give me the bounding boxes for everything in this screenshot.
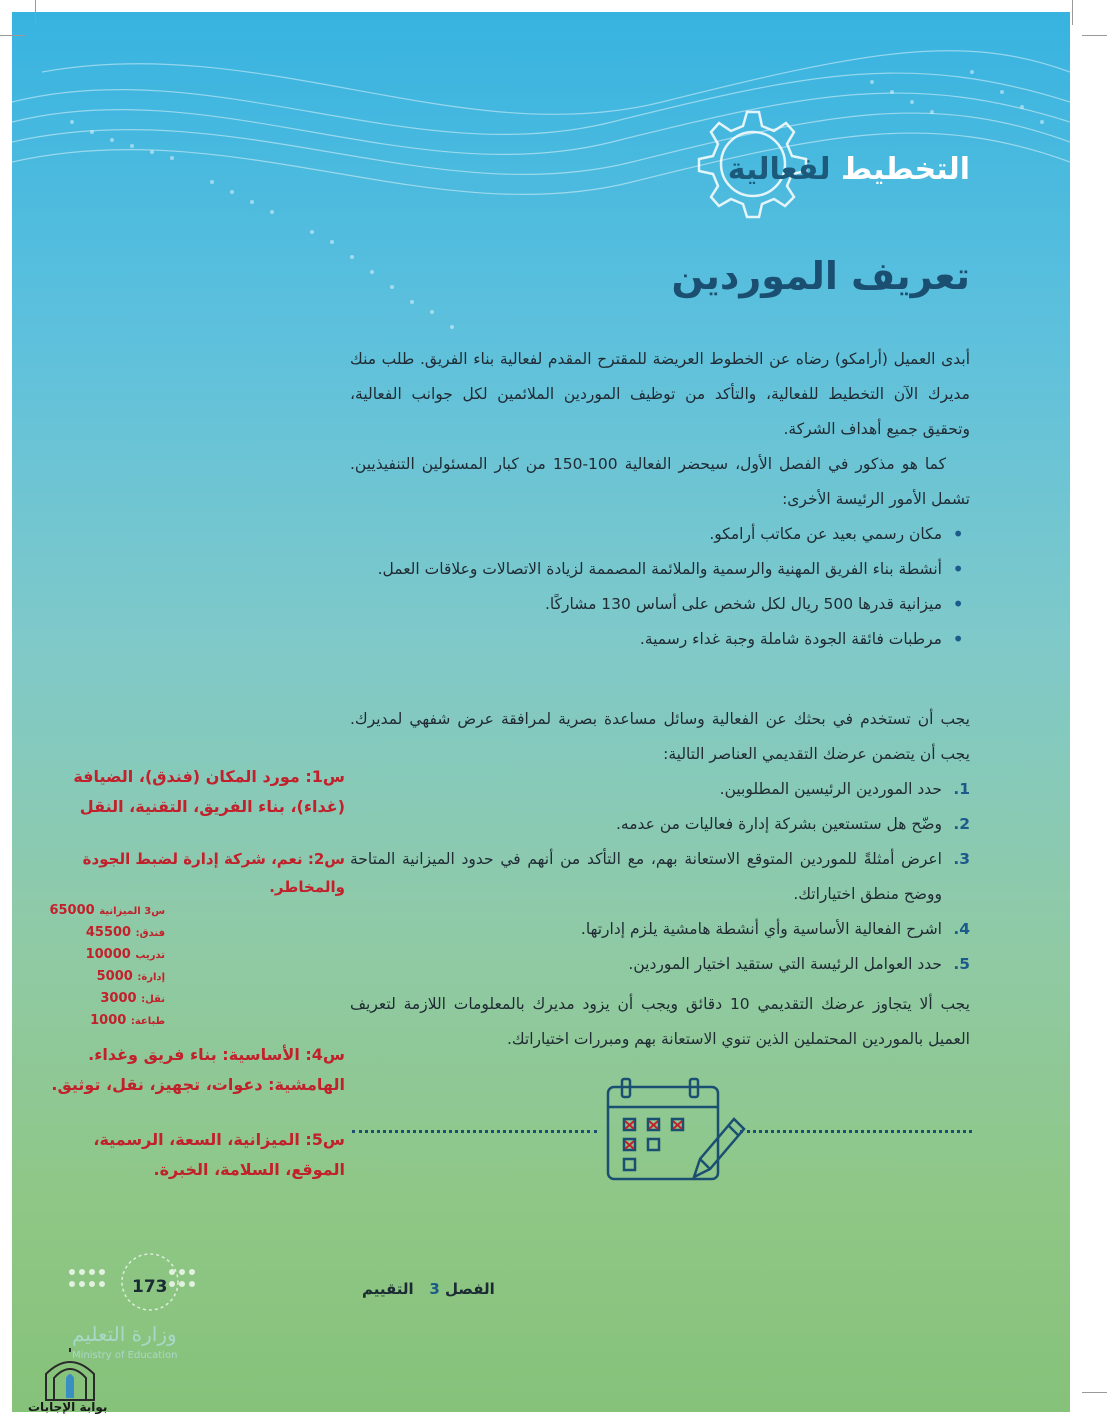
answer-line: س2: نعم، شركة إدارة لضبط الجودة	[82, 850, 345, 868]
intro-paragraph-2: كما هو مذكور في الفصل الأول، سيحضر الفعالية 100-150 من كبار المسئولين التنفيذيين. تشمل الأمور الرئيسة الأخرى:	[350, 455, 970, 508]
section-title-main: التخطيط	[840, 152, 970, 187]
list-item	[350, 912, 970, 947]
list-item	[350, 842, 970, 912]
requirements-list	[350, 517, 970, 657]
intro-block	[350, 342, 970, 657]
budget-label: طباعة:	[130, 1016, 165, 1027]
budget-row	[49, 966, 165, 988]
section-title	[728, 152, 970, 187]
answer-q4	[51, 1040, 345, 1100]
answer-line: الموقع، السلامة، الخبرة.	[153, 1160, 345, 1179]
trim-mark	[35, 0, 36, 25]
budget-value: 3000	[100, 991, 137, 1006]
chapter-label: الفصل	[445, 1280, 495, 1298]
step-text: وضّح هل ستستعين بشركة إدارة فعاليات من عدمه.	[615, 815, 942, 833]
chapter-number: 3	[429, 1280, 440, 1298]
textbook-page	[12, 12, 1070, 1412]
budget-row	[49, 944, 165, 966]
step-text: حدد العوامل الرئيسة التي ستقيد اختيار الموردين.	[628, 955, 942, 973]
answer-line: (غداء)، بناء الفريق، التقنية، النقل	[79, 797, 345, 816]
closing-paragraph: يجب ألا يتجاوز عرضك التقديمي 10 دقائق ويجب أن يزود مديرك بالمعلومات اللازمة لتعريف العميل بالموردين المحتملين الذين تنوي الاستعانة بهم ومبررات اختياراتك.	[350, 995, 971, 1048]
budget-label: فندق:	[135, 928, 165, 939]
answer-line: س4: الأساسية: بناء فريق وغداء.	[88, 1045, 345, 1064]
budget-value: 45500	[85, 925, 132, 940]
answer-q5	[93, 1125, 345, 1185]
list-item: • ميزانية قدرها 500 ريال لكل شخص على أساس 130 مشاركًا.	[350, 587, 970, 622]
dotted-divider	[352, 1130, 597, 1133]
step-number: 2.	[953, 815, 970, 833]
closing-block	[350, 987, 970, 1057]
calendar-icon	[602, 1077, 752, 1187]
answer-line: س5: الميزانية، السعة، الرسمية،	[93, 1130, 345, 1149]
list-item: • أنشطة بناء الفريق المهنية والرسمية والملائمة المصممة لزيادة الاتصالات وعلاقات العمل.	[350, 552, 970, 587]
answer-q1	[73, 762, 345, 822]
mosque-logo-icon	[36, 1348, 104, 1403]
ministry-watermark: وزارة التعليم	[72, 1322, 177, 1346]
budget-label: س3 الميزانية	[99, 906, 165, 917]
dotted-divider	[740, 1130, 972, 1133]
page-title: تعريف الموردين	[671, 254, 970, 298]
portal-label: بوابة الإجابات	[28, 1400, 108, 1414]
page-number: 173	[132, 1277, 168, 1297]
chapter-title: التقييم	[362, 1280, 414, 1298]
step-number: 1.	[953, 780, 970, 798]
trim-mark	[1082, 35, 1107, 36]
budget-row	[49, 900, 165, 922]
step-number: 4.	[953, 920, 970, 938]
budget-row	[49, 1010, 165, 1032]
step-number: 5.	[953, 955, 970, 973]
budget-value: 1000	[90, 1013, 127, 1028]
ministry-watermark-en: Ministry of Education	[72, 1350, 178, 1361]
budget-label: إدارة:	[137, 972, 165, 983]
list-item: • مكان رسمي بعيد عن مكاتب أرامكو.	[350, 517, 970, 552]
budget-value: 65000	[49, 903, 95, 918]
trim-mark	[1082, 1392, 1107, 1393]
budget-row	[49, 922, 165, 944]
budget-label: نقل:	[141, 994, 165, 1005]
answer-line: س1: مورد المكان (فندق)، الضيافة	[73, 767, 345, 786]
answer-q2	[83, 845, 345, 901]
list-item	[350, 947, 970, 982]
step-text: حدد الموردين الرئيسين المطلوبين.	[719, 780, 942, 798]
answer-q3-budget	[49, 900, 165, 1032]
answer-line: الهامشية: دعوات، تجهيز، نقل، توثيق.	[51, 1075, 345, 1094]
trim-mark	[0, 35, 25, 36]
step-text: اشرح الفعالية الأساسية وأي أنشطة هامشية يلزم إدارتها.	[580, 920, 942, 938]
list-item	[350, 772, 970, 807]
instructions-paragraph: يجب أن تستخدم في بحثك عن الفعالية وسائل مساعدة بصرية لمرافقة عرض شفهي لمديرك. يجب أن يتضمن عرضك التقديمي العناصر التالية:	[350, 710, 970, 763]
section-title-accent: لفعالية	[727, 152, 831, 187]
trim-mark	[1072, 0, 1073, 25]
step-text: اعرض أمثلةً للموردين المتوقع الاستعانة بهم، مع التأكد من أنهم في حدود الميزانية المتاحة ووضح منطق اختياراتك.	[350, 850, 942, 903]
budget-value: 10000	[85, 947, 131, 962]
step-number: 3.	[953, 850, 970, 868]
budget-label: تدريب	[135, 950, 165, 961]
instructions-block	[350, 702, 970, 982]
budget-value: 5000	[96, 969, 133, 984]
intro-paragraph-1: أبدى العميل (أرامكو) رضاه عن الخطوط العريضة للمقترح المقدم لفعالية بناء الفريق. طلب منك مديرك الآن التخطيط للفعالية، والتأكد من توظيف الموردين الملائمين لكل جوانب الفعالية، وتحقيق جميع أهداف الشركة.	[350, 350, 970, 438]
steps-list	[350, 772, 970, 982]
budget-row	[49, 988, 165, 1010]
list-item	[350, 807, 970, 842]
chapter-footer	[362, 1280, 495, 1298]
answer-line: والمخاطر.	[269, 878, 345, 896]
list-item: • مرطبات فائقة الجودة شاملة وجبة غداء رسمية.	[350, 622, 970, 657]
